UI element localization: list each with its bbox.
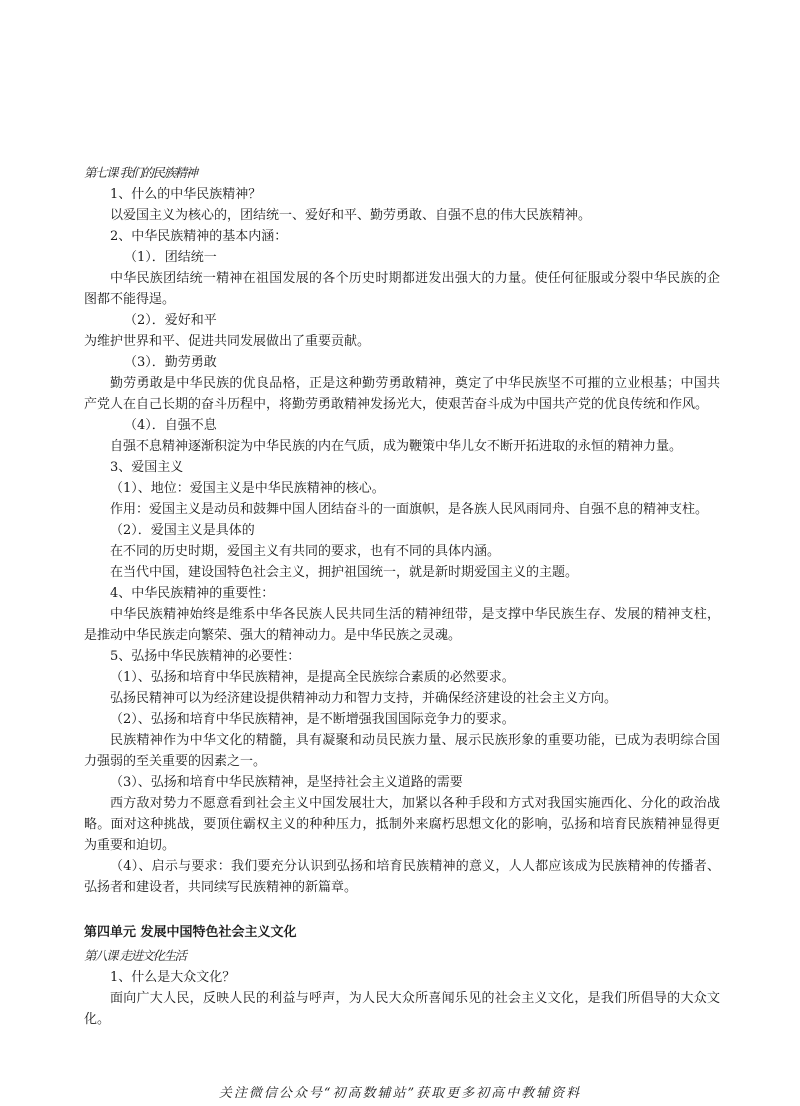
necessity-3: （3）、弘扬和培育中华民族精神，是坚持社会主义道路的需要 xyxy=(110,775,463,790)
question-2: 2、中华民族精神的基本内涵： xyxy=(110,229,288,244)
document-body xyxy=(84,162,720,1030)
patriotism-concrete: （2）．爱国主义是具体的 xyxy=(110,523,255,538)
paragraph-unity: 中华民族团结统一精神在祖国发展的各个历史时期都迸发出强大的力量。使任何征服或分裂中华民族的企图都不能得逞。 xyxy=(84,271,720,307)
subheading-peace: （2）．爱好和平 xyxy=(124,313,217,328)
paragraph-peace: 为维护世界和平、促进共同发展做出了重要贡献。 xyxy=(84,334,371,349)
patriotism-history: 在不同的历史时期，爱国主义有共同的要求，也有不同的具体内涵。 xyxy=(110,544,501,559)
subheading-self-improvement: （4）．自强不息 xyxy=(124,418,217,433)
patriotism-role: 作用：爱国主义是动员和鼓舞中国人团结奋斗的一面旗帜，是各族人民风雨同舟、自强不息的精神支柱。 xyxy=(110,502,709,517)
necessity-2-text: 民族精神作为中华文化的精髓，具有凝聚和动员民族力量、展示民族形象的重要功能，已成为表明综合国力强弱的至关重要的因素之一。 xyxy=(84,733,720,769)
necessity-1-text: 弘扬民精神可以为经济建设提供精神动力和智力支持，并确保经济建设的社会主义方向。 xyxy=(110,691,618,706)
lesson-8-title: 第八课 走进文化生活 xyxy=(84,948,186,963)
lesson-8-question-1: 1、什么是大众文化？ xyxy=(110,970,236,985)
patriotism-status: （1）、地位：爱国主义是中华民族精神的核心。 xyxy=(110,481,385,496)
necessity-3-text: 西方敌对势力不愿意看到社会主义中国发展壮大，加紧以各种手段和方式对我国实施西化、分化的政治战略。面对这种挑战，要顶住霸权主义的种种压力，抵制外来腐朽思想文化的影响，弘扬和培育民族精神显得更为重要和迫切。 xyxy=(84,796,720,853)
footer-promo: 关注微信公众号“初高数辅站”获取更多初高中教辅资料 xyxy=(218,1086,582,1101)
answer-1: 以爱国主义为核心的，团结统一、爱好和平、勤劳勇敢、自强不息的伟大民族精神。 xyxy=(110,208,592,223)
answer-4: 中华民族精神始终是维系中华各民族人民共同生活的精神纽带，是支撑中华民族生存、发展的精神支柱，是推动中华民族走向繁荣、强大的精神动力。是中华民族之灵魂。 xyxy=(84,607,720,643)
necessity-2: （2）、弘扬和培育中华民族精神，是不断增强我国国际竞争力的要求。 xyxy=(110,712,515,727)
subheading-diligence: （3）．勤劳勇敢 xyxy=(124,355,217,370)
paragraph-self-improvement: 自强不息精神逐渐积淀为中华民族的内在气质，成为鞭策中华儿女不断开拓进取的永恒的精神力量。 xyxy=(110,439,683,454)
subheading-unity: （1）．团结统一 xyxy=(124,250,217,265)
lesson-8-answer-1: 面向广大人民，反映人民的利益与呼声，为人民大众所喜闻乐见的社会主义文化，是我们所倡导的大众文化。 xyxy=(84,991,720,1027)
lesson-7-title: 第七课 我们的民族精神 xyxy=(84,165,197,180)
necessity-1: （1）、弘扬和培育中华民族精神，是提高全民族综合素质的必然要求。 xyxy=(110,670,515,685)
question-3: 3、爱国主义 xyxy=(110,460,184,475)
necessity-4: （4）、启示与要求：我们要充分认识到弘扬和培育民族精神的意义，人人都应该成为民族精神的传播者、弘扬者和建设者，共同续写民族精神的新篇章。 xyxy=(84,859,720,895)
unit-4-title: 第四单元 发展中国特色社会主义文化 xyxy=(84,925,297,940)
patriotism-theme: 在当代中国，建设国特色社会主义，拥护祖国统一，就是新时期爱国主义的主题。 xyxy=(110,565,579,580)
paragraph-diligence: 勤劳勇敢是中华民族的优良品格，正是这种勤劳勇敢精神，奠定了中华民族坚不可摧的立业根基；中国共产党人在自己长期的奋斗历程中，将勤劳勇敢精神发扬光大，使艰苦奋斗成为中国共产党的优良传统和作风。 xyxy=(84,376,720,412)
question-1: 1、什么的中华民族精神？ xyxy=(110,187,262,202)
question-5: 5、弘扬中华民族精神的必要性： xyxy=(110,649,301,664)
question-4: 4、中华民族精神的重要性： xyxy=(110,586,275,601)
